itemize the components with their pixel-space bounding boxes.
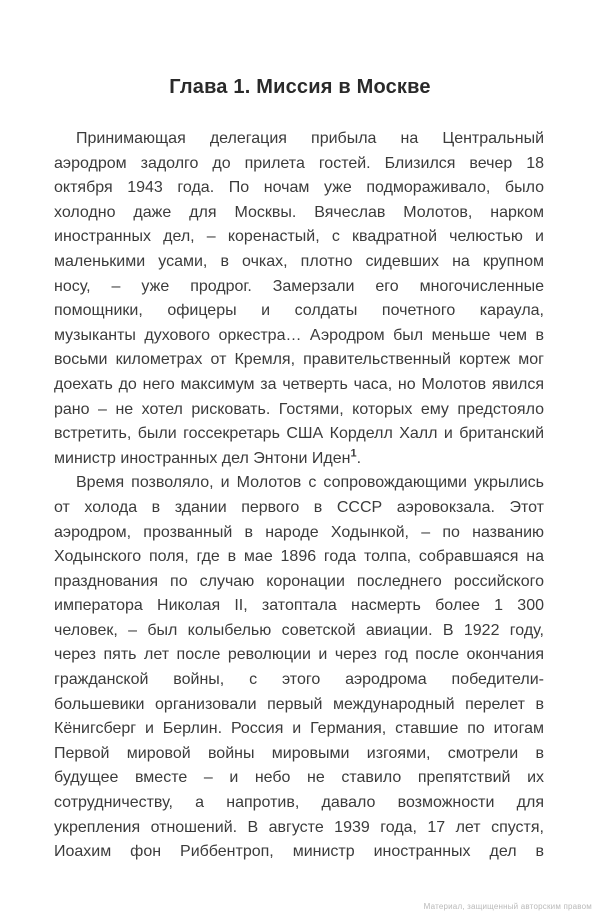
- text-line: Иоахим фон Риббентроп, министр иностранных дел в: [54, 843, 544, 861]
- text-line: маленькими усами, в очках, плотно сидевших на крупном: [54, 252, 544, 270]
- text-line: Ходынского поля, где в мае 1896 года толпа, собравшаяся на: [54, 548, 544, 566]
- chapter-title: Глава 1. Миссия в Москве: [169, 76, 431, 98]
- text-line: министр иностранных дел Энтони Иден$^1$.: [54, 447, 362, 467]
- text-line: от холода в здании первого в СССР аэровокзала. Этот: [54, 498, 544, 516]
- text-line: аэродром, прозванный в народе Ходынкой, – по названию: [54, 523, 544, 541]
- text-line: Первой мировой войны мировыми изгоями, смотрели в: [54, 744, 544, 762]
- text-line: октября 1943 года. По ночам уже подмораживало, было: [54, 179, 544, 197]
- text-line: императора Николая II, затоптала насмерть более 1 300: [54, 597, 544, 615]
- text-line: гражданской войны, с этого аэродрома победители-: [54, 671, 544, 689]
- text-line: рано – не хотел рисковать. Гостями, которых ему предстояло: [54, 400, 544, 418]
- text-line: празднования по случаю коронации последнего российского: [54, 572, 544, 590]
- body-text: [54, 127, 544, 865]
- text-line: музыканты духового оркестра… Аэродром был меньше чем в: [54, 326, 544, 344]
- text-line: большевики организовали первый международный перелет в: [54, 695, 544, 713]
- text-line: Кёнигсберг и Берлин. Россия и Германия, ставшие по итогам: [54, 720, 544, 738]
- text-line: холодно даже для Москвы. Вячеслав Молотов, нарком: [54, 203, 544, 221]
- text-line: укрепления отношений. В августе 1939 года, 17 лет спустя,: [54, 818, 544, 836]
- text-line: Принимающая делегация прибыла на Центральный: [76, 130, 544, 147]
- text-line: помощники, офицеры и солдаты почетного караула,: [54, 302, 544, 320]
- text-line: будущее вместе – и небо не ставило препятствий их: [54, 769, 544, 787]
- text-line: носу, – уже продрог. Замерзали его многочисленные: [54, 277, 544, 295]
- text-line: аэродром задолго до прилета гостей. Близился вечер 18: [54, 154, 544, 172]
- text-line: доехать до него максимум за четверть часа, но Молотов явился: [54, 375, 544, 393]
- text-line: человек, – был колыбелью советской авиации. В 1922 году,: [54, 621, 544, 639]
- text-line: сотрудничеству, а напротив, давало возможности для: [54, 794, 544, 812]
- text-line: через пять лет после революции и через год после окончания: [54, 646, 544, 664]
- text-line: встретить, были госсекретарь США Корделл Халл и британский: [54, 425, 544, 443]
- text-line: иностранных дел, – коренастый, с квадратной челюстью и: [54, 228, 544, 246]
- text-line: Время позволяло, и Молотов с сопровождающими укрылись: [76, 474, 544, 492]
- copyright-notice: Материал, защищенный авторским правом: [423, 902, 592, 911]
- footnote-marker[interactable]: 1: [350, 447, 357, 460]
- text-line: восьми километрах от Кремля, правительственный кортеж мог: [54, 351, 544, 369]
